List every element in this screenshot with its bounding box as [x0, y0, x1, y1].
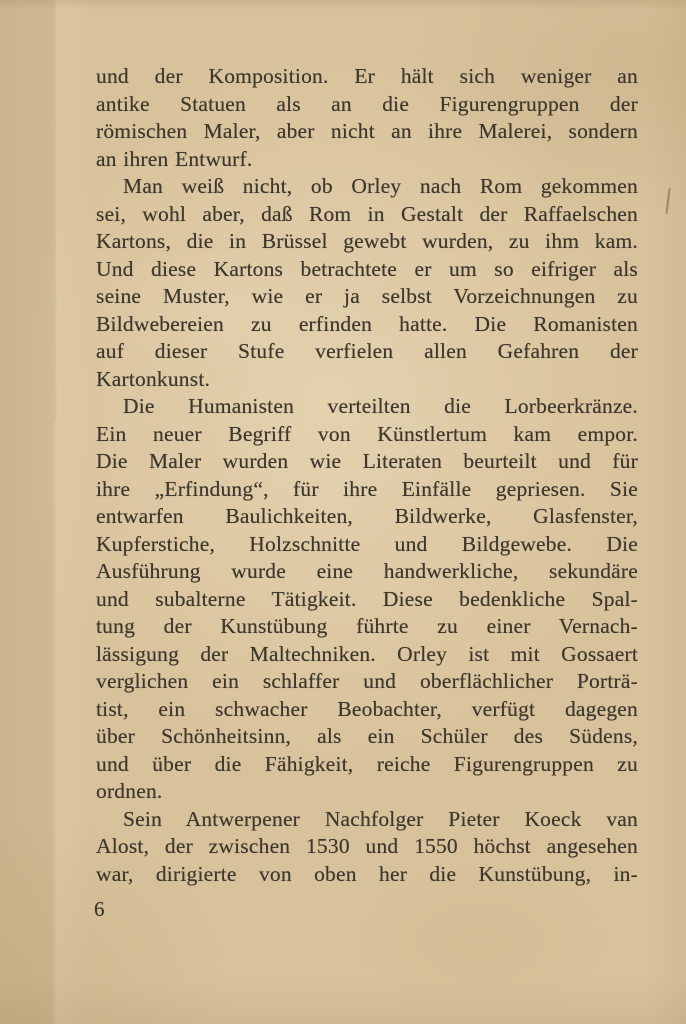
text-line: Und diese Kartons betrachtete er um so eifriger als — [96, 256, 638, 281]
text-line: war, dirigierte von oben her die Kunstübung, in- — [96, 861, 638, 886]
text-line: Alost, der zwischen 1530 und 1550 höchst angesehen — [96, 834, 638, 858]
text-line: auf dieser Stufe verfielen allen Gefahren der — [96, 339, 638, 363]
text-line: antike Statuen als an die Figurengruppen der — [96, 91, 638, 116]
page-text — [96, 63, 638, 888]
text-line: über Schönheitsinn, als ein Schüler des Südens, — [96, 724, 638, 748]
page-crease — [54, 0, 57, 420]
text-line: lässigung der Maltechniken. Orley ist mit Gossaert — [96, 641, 638, 666]
text-line: Kupferstiche, Holzschnitte und Bildgewebe. Die — [96, 531, 638, 556]
text-line: Sein Antwerpener Nachfolger Pieter Koeck van — [123, 806, 638, 831]
text-line: seine Muster, wie er ja selbst Vorzeichnungen zu — [96, 284, 638, 308]
paper-scratch — [665, 188, 670, 214]
text-line: Man weiß nicht, ob Orley nach Rom gekommen — [123, 174, 638, 198]
text-line: Die Maler wurden wie Literaten beurteilt und für — [96, 449, 638, 473]
text-line: und über die Fähigkeit, reiche Figurengruppen zu — [96, 751, 638, 776]
text-line: sei, wohl aber, daß Rom in Gestalt der Raffaelschen — [96, 201, 638, 226]
text-line: ihre „Erfindung“, für ihre Einfälle gepriesen. Sie — [96, 476, 638, 501]
text-line: römischen Maler, aber nicht an ihre Malerei, sondern — [96, 119, 638, 143]
text-line: ordnen. — [96, 779, 163, 803]
text-line: und der Komposition. Er hält sich weniger an — [96, 64, 638, 88]
text-line: Ausführung wurde eine handwerkliche, sekundäre — [96, 559, 638, 583]
text-line: Kartons, die in Brüssel gewebt wurden, zu ihm kam. — [96, 229, 638, 253]
text-line: entwarfen Baulichkeiten, Bildwerke, Glasfenster, — [96, 504, 638, 528]
text-line: und subalterne Tätigkeit. Diese bedenkliche Spal- — [96, 586, 638, 611]
text-line: tung der Kunstübung führte zu einer Vernach- — [96, 614, 638, 638]
text-line: Kartonkunst. — [96, 366, 211, 391]
text-line: tist, ein schwacher Beobachter, verfügt dagegen — [96, 696, 638, 721]
text-line: Ein neuer Begriff von Künstlertum kam empor. — [96, 421, 638, 446]
page-number: 6 — [94, 897, 105, 921]
text-line: verglichen ein schlaffer und oberflächlicher Porträ- — [96, 669, 638, 693]
text-line: an ihren Entwurf. — [96, 146, 253, 171]
text-line: Die Humanisten verteilten die Lorbeerkränze. — [123, 394, 638, 418]
text-line: Bildwebereien zu erfinden hatte. Die Romanisten — [96, 311, 638, 336]
